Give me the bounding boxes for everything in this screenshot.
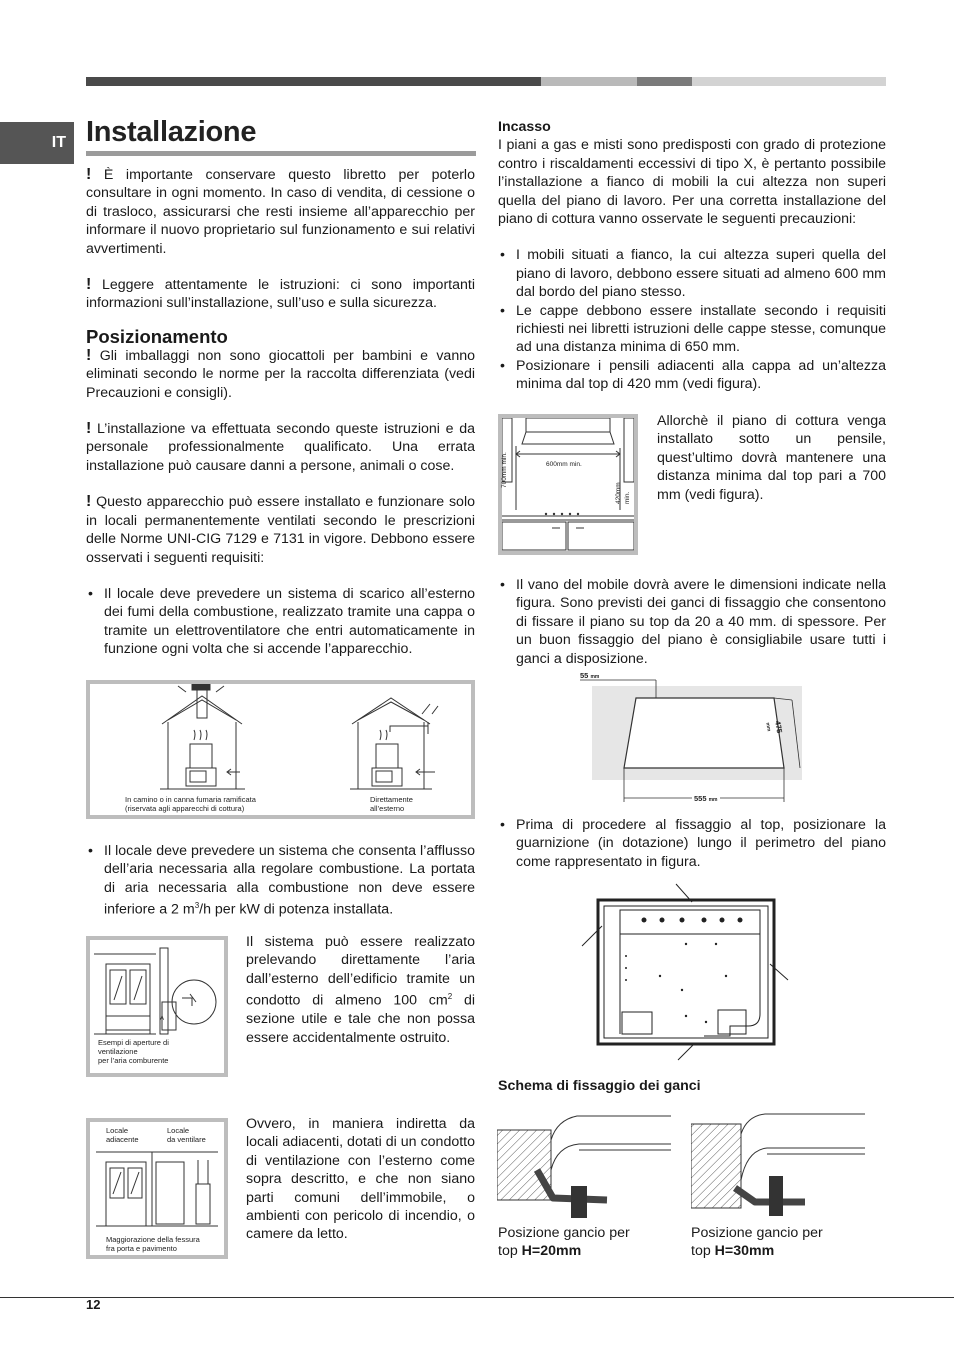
caption-line: da ventilare bbox=[167, 1135, 206, 1144]
section-title-incasso: Incasso bbox=[498, 119, 551, 135]
caption-value: H=30mm bbox=[714, 1243, 775, 1260]
dimension-55 bbox=[580, 671, 599, 682]
figure-exhaust-systems bbox=[86, 680, 475, 819]
caption-line: per l’aria comburente bbox=[98, 1056, 169, 1065]
label-room-to-ventilate bbox=[167, 1126, 206, 1144]
caption-line: Locale bbox=[167, 1126, 190, 1135]
caption-line: Maggiorazione della fessura bbox=[106, 1235, 200, 1244]
caption-text: top bbox=[691, 1243, 715, 1260]
page-number: 12 bbox=[86, 1297, 101, 1312]
paragraph-text: di sezione utile e tale che non possa essere accidentalmente ostruito. bbox=[246, 992, 475, 1046]
right-column bbox=[498, 118, 886, 394]
gasket-list bbox=[498, 816, 886, 871]
requirements-list bbox=[86, 585, 475, 659]
caption-line: ventilazione bbox=[98, 1047, 138, 1056]
paragraph-text: Gli imballaggi non sono giocattoli per bambini e vanno eliminati secondo le norme per la raccolta differenziata (vedi Precauzioni e consigli). bbox=[86, 347, 475, 401]
superscript: 3 bbox=[194, 901, 200, 911]
language-tab: IT bbox=[0, 122, 74, 164]
header-bar-segment bbox=[692, 77, 886, 86]
caption-line: fra porta e pavimento bbox=[106, 1244, 177, 1253]
caption-line: Direttamente bbox=[370, 795, 413, 804]
hook-30mm-diagram bbox=[691, 1110, 867, 1222]
warning-mark: ! bbox=[86, 493, 92, 511]
label-600mm: 600mm min. bbox=[546, 461, 582, 468]
paragraph-text: Leggere attentamente le istruzioni: ci sono importanti informazioni sull’installazione, sull’uso e sulla sicurezza. bbox=[86, 277, 475, 312]
paragraph-ventilation bbox=[86, 493, 475, 567]
list-item: • Il vano del mobile dovrà avere le dimensioni indicate nella figura. Sono previsti dei ganci di fissaggio che consentono di fissare il piano su top da 20 a 40 mm. di spessore. Per un buon fissaggio del piano è consigliabile usare tutti i ganci a disposizione. bbox=[498, 576, 886, 668]
list-item: • Le cappe debbono essere installate secondo i requisiti richiesti nei libretti istruzioni delle cappe stesse, comunque ad una distanza minima di 650 mm. bbox=[498, 302, 886, 357]
figure-caption bbox=[106, 1235, 200, 1253]
left-column bbox=[86, 166, 475, 659]
list-item: • Prima di procedere al fissaggio al top, posizionare la guarnizione (in dotazione) lungo il perimetro del piano come rappresentato in figura. bbox=[498, 816, 886, 871]
caption-text: top bbox=[498, 1243, 522, 1260]
hook-caption-30mm bbox=[691, 1224, 823, 1261]
figure-hook-20mm bbox=[497, 1110, 673, 1222]
figure-cutout-dimensions bbox=[578, 670, 804, 810]
label-adjacent-room bbox=[106, 1126, 139, 1144]
figure-hood-clearance bbox=[498, 414, 638, 555]
list-item: • Il locale deve prevedere un sistema di scarico all’esterno dei fumi della combustione, realizzato tramite una cappa o tramite un elettroventilatore che entri automaticamente in funzione ogni volta che si accende l’apparecchio. bbox=[86, 585, 475, 659]
hob-underside-diagram bbox=[576, 880, 806, 1066]
precautions-list bbox=[498, 246, 886, 393]
paragraph-keep-booklet bbox=[86, 166, 475, 258]
list-item: • Posizionare i pensili adiacenti alla cappa ad un’altezza minima dal top di 420 mm (vedi figura). bbox=[498, 357, 886, 394]
caption-line: all’esterno bbox=[370, 804, 405, 813]
figure-hook-30mm bbox=[691, 1110, 867, 1222]
figure-gasket-hob bbox=[576, 880, 806, 1066]
caption-value: H=20mm bbox=[521, 1243, 582, 1260]
dimension-475 bbox=[762, 720, 786, 745]
paragraph-text: L’installazione va effettuata secondo queste istruzioni e da personale professionalmente qualificato. Una errata installazione può causare danni a persone, animali o cose. bbox=[86, 421, 475, 474]
warning-mark: ! bbox=[86, 346, 92, 364]
caption-line: Locale bbox=[106, 1126, 129, 1135]
list-text: Il locale deve prevedere un sistema che consenta l’afflusso dell’aria necessaria alla regolare combustione. La portata di aria necessaria alla combustione non deve essere inferiore a 2 m bbox=[104, 843, 475, 918]
dimension-555 bbox=[692, 794, 720, 805]
paragraph-qualified bbox=[86, 420, 475, 475]
paragraph-text: Questo apparecchio può essere installato e funzionare solo in locali permanentemente ventilati secondo le prescrizioni delle Norme UNI-CIG 7129 e 7131 in vigore. Debbono essere osservati i seguenti requisiti: bbox=[86, 494, 475, 566]
schema-title: Schema di fissaggio dei ganci bbox=[498, 1078, 701, 1094]
caption-line bbox=[498, 1242, 630, 1260]
caption-line: Posizione gancio per bbox=[691, 1225, 823, 1241]
caption-line: Esempi di aperture di bbox=[98, 1038, 169, 1047]
paragraph-text: È importante conservare questo libretto per poterlo consultare in ogni momento. In caso di vendita, di cessione o di trasloco, assicurarsi che resti insieme all’apparecchio per informare il nuovo proprietario sul funzionamento e sui relativi avvertimenti. bbox=[86, 167, 475, 257]
header-bar-segment bbox=[637, 77, 692, 86]
superscript: 2 bbox=[447, 992, 453, 1002]
dimension-value: 555 bbox=[694, 794, 707, 803]
header-bar bbox=[86, 77, 886, 86]
paragraph-direct-air bbox=[246, 933, 475, 1047]
paragraph-indirect-air: Ovvero, in maniera indiretta da locali adiacenti, dotati di un condotto di ventilazione con l’esterno come sopra descritto, e che non siano parti comuni dell’immobile, o ambienti con pericolo di incendio, o camere da letto. bbox=[246, 1116, 475, 1243]
warning-mark: ! bbox=[86, 420, 92, 438]
label-700mm: 700mm min. bbox=[501, 452, 508, 488]
list-text: /h per kW di potenza installata. bbox=[199, 901, 394, 918]
dimension-unit: mm bbox=[708, 797, 718, 803]
label-420mm: 420mm min. bbox=[615, 482, 631, 504]
paragraph-text: Il sistema può essere realizzato prelevando direttamente l’aria dall’esterno dell’edificio tramite un condotto di almeno 100 cm bbox=[246, 934, 475, 1009]
dimension-unit: mm bbox=[764, 722, 772, 732]
paragraph-read-instructions bbox=[86, 276, 475, 313]
figure-caption bbox=[98, 1038, 169, 1065]
caption-line: Posizione gancio per bbox=[498, 1225, 630, 1241]
hook-20mm-diagram bbox=[497, 1110, 673, 1222]
label-a: A bbox=[160, 1016, 165, 1022]
dimension-value: 55 bbox=[580, 671, 589, 680]
paragraph-packaging bbox=[86, 347, 475, 402]
footer-divider bbox=[0, 1297, 954, 1298]
header-bar-segment bbox=[86, 77, 541, 86]
dimension-unit: mm bbox=[590, 674, 600, 680]
figure-ventilation-openings bbox=[86, 936, 228, 1077]
warning-mark: ! bbox=[86, 166, 92, 183]
figure-caption bbox=[125, 795, 256, 813]
cutout-list bbox=[498, 576, 886, 668]
paragraph-incasso: I piani a gas e misti sono predisposti con grado di protezione contro i riscaldamenti eccessivi di tipo X, è pertanto possibile l’installazione a fianco di mobili la cui altezza non superi quella del piano di lavoro. Per una corretta installazione del piano di cottura vanno osservate le seguenti precauzioni: bbox=[498, 137, 886, 228]
caption-line bbox=[691, 1242, 823, 1260]
list-item bbox=[86, 842, 475, 919]
section-title-posizionamento: Posizionamento bbox=[86, 325, 228, 347]
page-title: Installazione bbox=[86, 116, 476, 156]
requirements-list-2 bbox=[86, 842, 475, 919]
caption-line: (riservata agli apparecchi di cottura) bbox=[125, 804, 245, 813]
dimension-value: 475 bbox=[773, 720, 785, 734]
warning-mark: ! bbox=[86, 276, 92, 294]
caption-line: In camino o in canna fumaria ramificata bbox=[125, 795, 256, 804]
paragraph-pensile: Allorchè il piano di cottura venga installato sotto un pensile, quest’ultimo dovrà mantenere una distanza minima dal top pari a 700 mm (vedi figura). bbox=[657, 413, 886, 503]
header-bar-segment bbox=[541, 77, 637, 86]
caption-line: adiacente bbox=[106, 1135, 139, 1144]
figure-adjacent-rooms bbox=[86, 1118, 228, 1259]
list-item: • I mobili situati a fianco, la cui altezza superi quella del piano di lavoro, debbono essere situati ad almeno 600 mm dal bordo del piano stesso. bbox=[498, 246, 886, 301]
figure-caption bbox=[370, 795, 413, 813]
hook-caption-20mm bbox=[498, 1224, 630, 1261]
